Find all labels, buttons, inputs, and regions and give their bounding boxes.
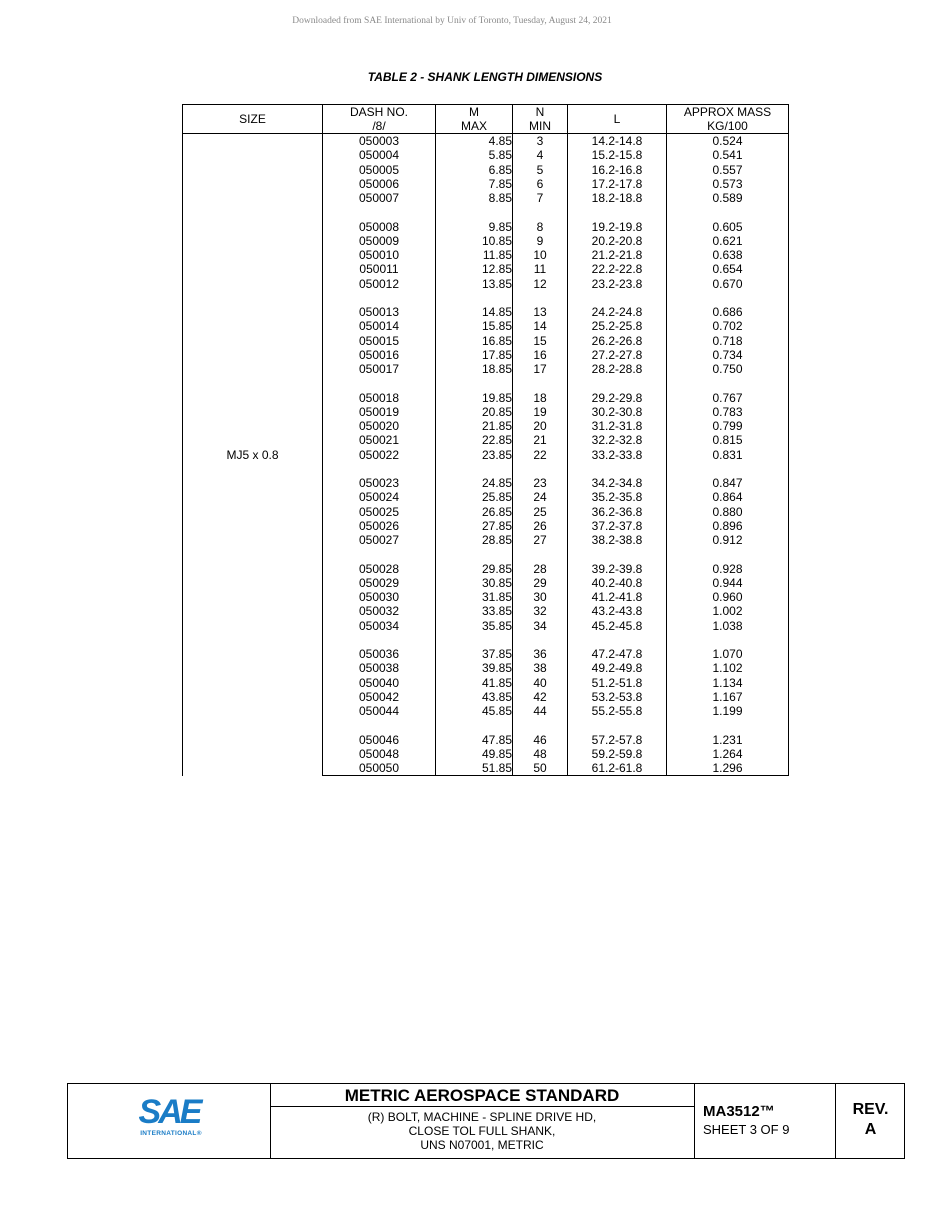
m-max-cell: 31.85 — [436, 590, 513, 604]
l-cell: 22.2-22.8 — [568, 262, 667, 276]
n-min-cell: 12 — [513, 277, 568, 291]
spacer-cell — [667, 718, 789, 732]
header-dash-line1: DASH NO. — [349, 105, 408, 119]
revision-label: REV. — [852, 1101, 889, 1118]
spacer-cell — [323, 462, 436, 476]
l-cell: 51.2-51.8 — [568, 676, 667, 690]
dash-no-cell: 050013 — [323, 305, 436, 319]
dash-no-cell: 050022 — [323, 448, 436, 462]
m-max-cell: 45.85 — [436, 704, 513, 718]
n-min-cell: 42 — [513, 690, 568, 704]
n-min-cell: 40 — [513, 676, 568, 690]
table-title: TABLE 2 - SHANK LENGTH DIMENSIONS — [367, 70, 603, 84]
l-cell: 18.2-18.8 — [568, 191, 667, 205]
l-cell: 41.2-41.8 — [568, 590, 667, 604]
dash-no-cell: 050029 — [323, 576, 436, 590]
mass-cell: 0.750 — [667, 362, 789, 376]
m-max-cell: 15.85 — [436, 319, 513, 333]
spacer-cell — [568, 718, 667, 732]
l-cell: 40.2-40.8 — [568, 576, 667, 590]
n-min-cell: 27 — [513, 533, 568, 547]
m-max-cell: 27.85 — [436, 519, 513, 533]
n-min-cell: 14 — [513, 319, 568, 333]
spacer-cell — [513, 547, 568, 561]
m-max-cell: 28.85 — [436, 533, 513, 547]
m-max-cell: 9.85 — [436, 220, 513, 234]
mass-cell: 1.070 — [667, 647, 789, 661]
header-n-min — [513, 105, 568, 134]
dash-no-cell: 050036 — [323, 647, 436, 661]
n-min-cell: 21 — [513, 433, 568, 447]
m-max-cell: 47.85 — [436, 733, 513, 747]
spacer-cell — [323, 376, 436, 390]
m-max-cell: 33.85 — [436, 604, 513, 618]
l-cell: 31.2-31.8 — [568, 419, 667, 433]
spacer-cell — [323, 547, 436, 561]
dash-no-cell: 050023 — [323, 476, 436, 490]
n-min-cell: 30 — [513, 590, 568, 604]
l-cell: 24.2-24.8 — [568, 305, 667, 319]
mass-cell: 0.912 — [667, 533, 789, 547]
n-min-cell: 6 — [513, 177, 568, 191]
n-min-cell: 44 — [513, 704, 568, 718]
dash-no-cell: 050024 — [323, 490, 436, 504]
dash-no-cell: 050015 — [323, 334, 436, 348]
m-max-cell: 18.85 — [436, 362, 513, 376]
title-cell — [270, 1084, 695, 1158]
spacer-cell — [513, 718, 568, 732]
mass-cell: 0.686 — [667, 305, 789, 319]
spacer-cell — [513, 376, 568, 390]
l-cell: 57.2-57.8 — [568, 733, 667, 747]
mass-cell: 0.864 — [667, 490, 789, 504]
n-min-cell: 13 — [513, 305, 568, 319]
l-cell: 49.2-49.8 — [568, 661, 667, 675]
dash-no-cell: 050027 — [323, 533, 436, 547]
table-header-row — [183, 105, 789, 134]
dash-no-cell: 050032 — [323, 604, 436, 618]
m-max-cell: 17.85 — [436, 348, 513, 362]
spacer-cell — [323, 718, 436, 732]
n-min-cell: 32 — [513, 604, 568, 618]
n-min-cell: 7 — [513, 191, 568, 205]
l-cell: 45.2-45.8 — [568, 619, 667, 633]
l-cell: 59.2-59.8 — [568, 747, 667, 761]
l-cell: 53.2-53.8 — [568, 690, 667, 704]
header-dash-no — [323, 105, 436, 134]
spacer-cell — [568, 547, 667, 561]
spacer-cell — [436, 462, 513, 476]
dash-no-cell: 050006 — [323, 177, 436, 191]
header-dash-line2: /8/ — [372, 119, 386, 133]
m-max-cell: 30.85 — [436, 576, 513, 590]
spacer-cell — [436, 547, 513, 561]
header-n-line2: MIN — [529, 119, 551, 133]
spacer-cell — [667, 547, 789, 561]
l-cell: 34.2-34.8 — [568, 476, 667, 490]
m-max-cell: 25.85 — [436, 490, 513, 504]
spacer-cell — [323, 205, 436, 219]
m-max-cell: 21.85 — [436, 419, 513, 433]
m-max-cell: 11.85 — [436, 248, 513, 262]
header-m-line2: MAX — [460, 119, 487, 133]
l-cell: 32.2-32.8 — [568, 433, 667, 447]
mass-cell: 0.831 — [667, 448, 789, 462]
spacer-cell — [436, 633, 513, 647]
l-cell: 26.2-26.8 — [568, 334, 667, 348]
mass-cell: 0.815 — [667, 433, 789, 447]
l-cell: 25.2-25.8 — [568, 319, 667, 333]
dash-no-cell: 050028 — [323, 562, 436, 576]
dash-no-cell: 050018 — [323, 391, 436, 405]
m-max-cell: 23.85 — [436, 448, 513, 462]
spacer-cell — [667, 633, 789, 647]
n-min-cell: 20 — [513, 419, 568, 433]
n-min-cell: 36 — [513, 647, 568, 661]
l-cell: 17.2-17.8 — [568, 177, 667, 191]
m-max-cell: 7.85 — [436, 177, 513, 191]
n-min-cell: 11 — [513, 262, 568, 276]
logo-cell — [68, 1084, 271, 1158]
dash-no-cell: 050016 — [323, 348, 436, 362]
dash-no-cell: 050019 — [323, 405, 436, 419]
l-cell: 16.2-16.8 — [568, 163, 667, 177]
mass-cell: 1.002 — [667, 604, 789, 618]
table-row — [183, 134, 789, 149]
mass-cell: 1.231 — [667, 733, 789, 747]
l-cell: 28.2-28.8 — [568, 362, 667, 376]
spacer-cell — [436, 205, 513, 219]
mass-cell: 0.847 — [667, 476, 789, 490]
mass-cell: 0.557 — [667, 163, 789, 177]
n-min-cell: 28 — [513, 562, 568, 576]
spacer-cell — [513, 462, 568, 476]
spacer-cell — [513, 633, 568, 647]
mass-cell: 0.960 — [667, 590, 789, 604]
m-max-cell: 37.85 — [436, 647, 513, 661]
n-min-cell: 29 — [513, 576, 568, 590]
mass-cell: 0.541 — [667, 148, 789, 162]
m-max-cell: 10.85 — [436, 234, 513, 248]
dash-no-cell: 050021 — [323, 433, 436, 447]
l-cell: 47.2-47.8 — [568, 647, 667, 661]
dash-no-cell: 050034 — [323, 619, 436, 633]
sae-logo-mark: SAE — [138, 1093, 200, 1131]
spacer-cell — [568, 462, 667, 476]
document-number: MA3512™ — [703, 1103, 775, 1120]
l-cell: 23.2-23.8 — [568, 277, 667, 291]
n-min-cell: 48 — [513, 747, 568, 761]
spacer-cell — [513, 205, 568, 219]
header-size: SIZE — [183, 105, 323, 134]
l-cell: 37.2-37.8 — [568, 519, 667, 533]
title-block — [67, 1083, 905, 1159]
dash-no-cell: 050025 — [323, 505, 436, 519]
l-cell: 38.2-38.8 — [568, 533, 667, 547]
dash-no-cell: 050003 — [323, 134, 436, 149]
description-line-2: CLOSE TOL FULL SHANK, — [408, 1124, 556, 1138]
m-max-cell: 4.85 — [436, 134, 513, 149]
m-max-cell: 12.85 — [436, 262, 513, 276]
l-cell: 39.2-39.8 — [568, 562, 667, 576]
n-min-cell: 38 — [513, 661, 568, 675]
l-cell: 29.2-29.8 — [568, 391, 667, 405]
n-min-cell: 26 — [513, 519, 568, 533]
mass-cell: 0.589 — [667, 191, 789, 205]
m-max-cell: 26.85 — [436, 505, 513, 519]
header-approx-mass — [667, 105, 789, 134]
dash-no-cell: 050008 — [323, 220, 436, 234]
m-max-cell: 16.85 — [436, 334, 513, 348]
n-min-cell: 4 — [513, 148, 568, 162]
dash-no-cell: 050050 — [323, 761, 436, 776]
l-cell: 14.2-14.8 — [568, 134, 667, 149]
dash-no-cell: 050017 — [323, 362, 436, 376]
mass-cell: 1.264 — [667, 747, 789, 761]
spacer-cell — [436, 291, 513, 305]
dash-no-cell: 050004 — [323, 148, 436, 162]
mass-cell: 0.880 — [667, 505, 789, 519]
spacer-cell — [323, 291, 436, 305]
description-line-3: UNS N07001, METRIC — [420, 1138, 544, 1152]
table-body — [183, 134, 789, 776]
size-cell: MJ5 x 0.8 — [183, 134, 323, 776]
n-min-cell: 18 — [513, 391, 568, 405]
l-cell: 15.2-15.8 — [568, 148, 667, 162]
standard-title: METRIC AEROSPACE STANDARD — [270, 1084, 694, 1107]
n-min-cell: 23 — [513, 476, 568, 490]
l-cell: 19.2-19.8 — [568, 220, 667, 234]
dash-no-cell: 050009 — [323, 234, 436, 248]
n-min-cell: 19 — [513, 405, 568, 419]
mass-cell: 0.734 — [667, 348, 789, 362]
m-max-cell: 24.85 — [436, 476, 513, 490]
spacer-cell — [667, 462, 789, 476]
m-max-cell: 29.85 — [436, 562, 513, 576]
mass-cell: 1.296 — [667, 761, 789, 776]
mass-cell: 0.638 — [667, 248, 789, 262]
n-min-cell: 25 — [513, 505, 568, 519]
mass-cell: 0.944 — [667, 576, 789, 590]
n-min-cell: 10 — [513, 248, 568, 262]
header-m-max — [436, 105, 513, 134]
revision-cell — [836, 1084, 905, 1158]
dash-no-cell: 050030 — [323, 590, 436, 604]
n-min-cell: 24 — [513, 490, 568, 504]
mass-cell: 0.767 — [667, 391, 789, 405]
n-min-cell: 8 — [513, 220, 568, 234]
mass-cell: 0.621 — [667, 234, 789, 248]
m-max-cell: 19.85 — [436, 391, 513, 405]
m-max-cell: 49.85 — [436, 747, 513, 761]
dash-no-cell: 050010 — [323, 248, 436, 262]
dash-no-cell: 050007 — [323, 191, 436, 205]
dash-no-cell: 050046 — [323, 733, 436, 747]
spacer-cell — [568, 205, 667, 219]
n-min-cell: 34 — [513, 619, 568, 633]
m-max-cell: 6.85 — [436, 163, 513, 177]
revision-value: A — [864, 1121, 877, 1138]
dash-no-cell: 050005 — [323, 163, 436, 177]
spacer-cell — [568, 376, 667, 390]
header-mass-line1: APPROX MASS — [683, 105, 772, 119]
l-cell: 33.2-33.8 — [568, 448, 667, 462]
header-m-line1: M — [469, 105, 479, 119]
m-max-cell: 20.85 — [436, 405, 513, 419]
mass-cell: 1.199 — [667, 704, 789, 718]
dash-no-cell: 050044 — [323, 704, 436, 718]
l-cell: 36.2-36.8 — [568, 505, 667, 519]
dash-no-cell: 050038 — [323, 661, 436, 675]
mass-cell: 0.605 — [667, 220, 789, 234]
spacer-cell — [513, 291, 568, 305]
document-number-cell — [695, 1084, 836, 1158]
m-max-cell: 13.85 — [436, 277, 513, 291]
mass-cell: 1.167 — [667, 690, 789, 704]
dash-no-cell: 050026 — [323, 519, 436, 533]
dash-no-cell: 050012 — [323, 277, 436, 291]
spacer-cell — [323, 633, 436, 647]
mass-cell: 0.524 — [667, 134, 789, 149]
n-min-cell: 50 — [513, 761, 568, 776]
n-min-cell: 3 — [513, 134, 568, 149]
header-l: L — [568, 105, 667, 134]
n-min-cell: 17 — [513, 362, 568, 376]
mass-cell: 1.102 — [667, 661, 789, 675]
mass-cell: 0.896 — [667, 519, 789, 533]
l-cell: 61.2-61.8 — [568, 761, 667, 776]
n-min-cell: 15 — [513, 334, 568, 348]
l-cell: 21.2-21.8 — [568, 248, 667, 262]
l-cell: 55.2-55.8 — [568, 704, 667, 718]
sheet-number: SHEET 3 OF 9 — [703, 1122, 790, 1137]
sae-logo-subtitle: INTERNATIONAL® — [140, 1130, 202, 1137]
mass-cell: 1.038 — [667, 619, 789, 633]
part-description — [270, 1110, 694, 1152]
sae-logo — [136, 1095, 206, 1141]
n-min-cell: 16 — [513, 348, 568, 362]
dash-no-cell: 050011 — [323, 262, 436, 276]
mass-cell: 0.702 — [667, 319, 789, 333]
spacer-cell — [568, 291, 667, 305]
shank-length-table — [182, 104, 789, 776]
dash-no-cell: 050014 — [323, 319, 436, 333]
mass-cell: 0.799 — [667, 419, 789, 433]
mass-cell: 0.718 — [667, 334, 789, 348]
spacer-cell — [436, 718, 513, 732]
n-min-cell: 22 — [513, 448, 568, 462]
mass-cell: 0.670 — [667, 277, 789, 291]
n-min-cell: 5 — [513, 163, 568, 177]
l-cell: 35.2-35.8 — [568, 490, 667, 504]
mass-cell: 0.928 — [667, 562, 789, 576]
m-max-cell: 41.85 — [436, 676, 513, 690]
header-n-line1: N — [535, 105, 545, 119]
spacer-cell — [667, 376, 789, 390]
l-cell: 20.2-20.8 — [568, 234, 667, 248]
m-max-cell: 22.85 — [436, 433, 513, 447]
download-watermark: Downloaded from SAE International by Univ of Toronto, Tuesday, August 24, 2021 — [292, 16, 612, 26]
mass-cell: 0.783 — [667, 405, 789, 419]
mass-cell: 0.573 — [667, 177, 789, 191]
dash-no-cell: 050020 — [323, 419, 436, 433]
spacer-cell — [436, 376, 513, 390]
description-line-1: (R) BOLT, MACHINE - SPLINE DRIVE HD, — [367, 1110, 597, 1124]
m-max-cell: 35.85 — [436, 619, 513, 633]
m-max-cell: 39.85 — [436, 661, 513, 675]
mass-cell: 1.134 — [667, 676, 789, 690]
m-max-cell: 8.85 — [436, 191, 513, 205]
m-max-cell: 14.85 — [436, 305, 513, 319]
spacer-cell — [667, 291, 789, 305]
spacer-cell — [667, 205, 789, 219]
n-min-cell: 9 — [513, 234, 568, 248]
l-cell: 27.2-27.8 — [568, 348, 667, 362]
m-max-cell: 5.85 — [436, 148, 513, 162]
dash-no-cell: 050042 — [323, 690, 436, 704]
spacer-cell — [568, 633, 667, 647]
dash-no-cell: 050040 — [323, 676, 436, 690]
m-max-cell: 43.85 — [436, 690, 513, 704]
header-mass-line2: KG/100 — [707, 119, 748, 133]
m-max-cell: 51.85 — [436, 761, 513, 776]
dash-no-cell: 050048 — [323, 747, 436, 761]
l-cell: 43.2-43.8 — [568, 604, 667, 618]
mass-cell: 0.654 — [667, 262, 789, 276]
n-min-cell: 46 — [513, 733, 568, 747]
l-cell: 30.2-30.8 — [568, 405, 667, 419]
